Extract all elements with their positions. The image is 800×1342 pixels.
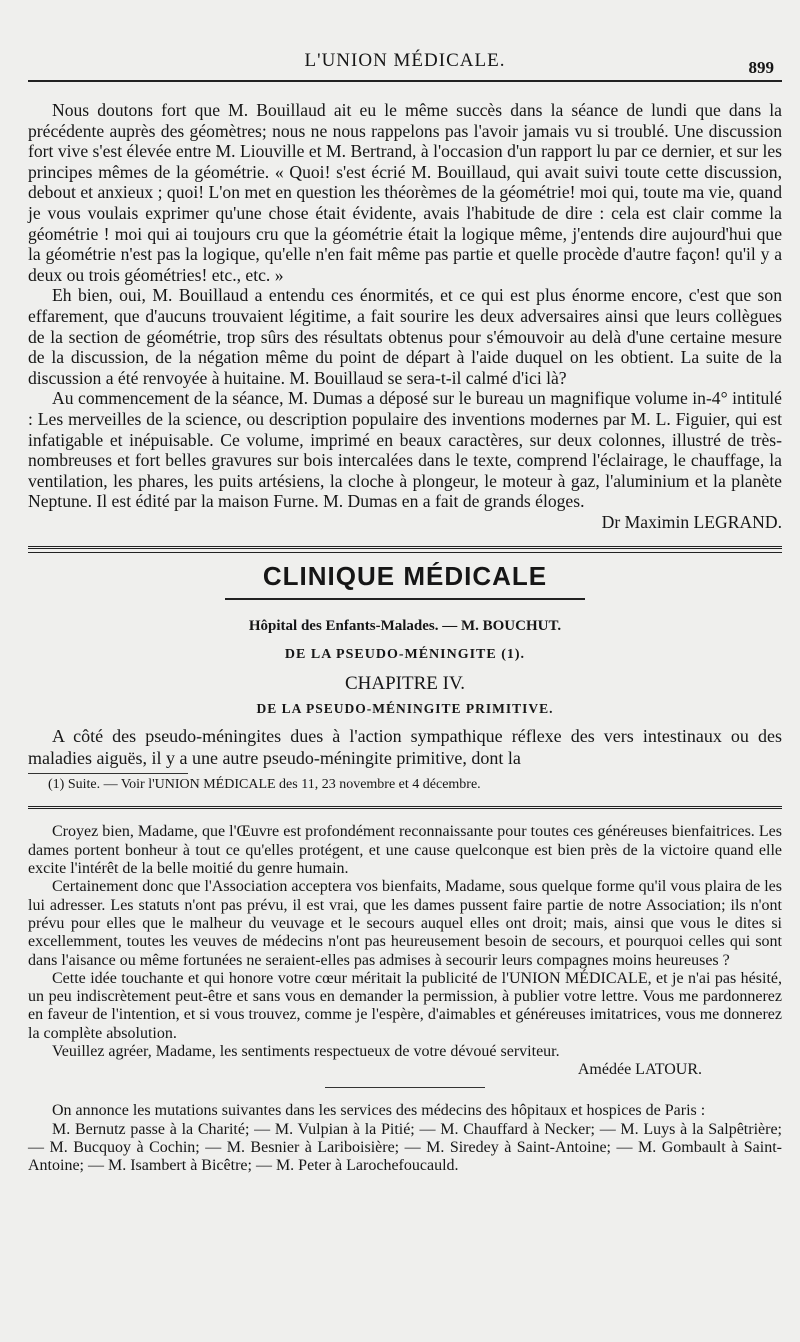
- letter: [28, 823, 782, 1079]
- author-signature: Dr Maximin LEGRAND.: [601, 511, 782, 532]
- section-divider: [28, 546, 782, 553]
- paragraph: Nous doutons fort que M. Bouillaud ait eu le même succès dans la séance de lundi que dans la précédente auprès des géomètres; nous ne nous rappelons pas l'avoir jamais vu si troublé. Une discussion fort vive s'est élevée entre M. Liouville et M. Bertrand, à l'occasion d'un rapport lu par ce dernier, et sur les principes mêmes de la géométrie. « Quoi! s'est écrié M. Bouillaud, qui avait suivi toute cette discussion, debout et anxieux ; quoi! L'on met en question les théorèmes de la géométrie! moi qui, toute ma vie, quand je vous voulais exprimer qu'une chose était évidente, avais l'habitude de dire : cela est clair comme la géométrie ! moi qui ai toujours cru que la géométrie était la logique même, j'entends dire aujourd'hui que la géométrie n'est pas la logique, qu'elle n'en fait même pas partie et quelle procède d'autre façon! qu'il y a deux ou trois géométries! etc., etc. »: [28, 100, 782, 285]
- paragraph: Eh bien, oui, M. Bouillaud a entendu ces énormités, et ce qui est plus énorme encore, c'est que son effarement, que d'aucuns trouvaient légitime, a fait sourire les deux adversaires ainsi que leurs collègues de la section de géométrie, trop sûrs des résultats obtenus pour s'émouvoir au delà d'une certaine mesure de la discussion, de la négation même du point de départ à l'aide duquel on les obtient. La suite de la discussion a été renvoyée à huitaine. M. Bouillaud se sera-t-il calmé d'ici là?: [28, 285, 782, 388]
- signature-line: [28, 512, 782, 533]
- hospital-heading: Hôpital des Enfants-Malades. — M. BOUCHUT.: [248, 618, 562, 635]
- paragraph: A côté des pseudo-méningites dues à l'action sympathique réflexe des vers intestinaux ou des maladies aiguës, il y a une autre pseudo-méningite primitive, dont la: [28, 726, 782, 769]
- chapter-heading: CHAPITRE IV.: [345, 673, 465, 695]
- article-subtitle: DE LA PSEUDO-MÉNINGITE (1).: [284, 647, 526, 663]
- title-underline: [225, 598, 585, 600]
- footnote-rule: [28, 773, 188, 774]
- paragraph: Certainement donc que l'Association acceptera vos bienfaits, Madame, sous quelque forme qu'il vous plaira de les lui adresser. Les statuts n'ont pas prévu, il est vrai, que les dames pussent faire partie de notre Association; ils n'ont prévu pour elles que le malheur du veuvage et le secours auquel elles ont droit; mais, ainsi que vous le dites si excellemment, toutes les veuves de médecins n'ont pas heureusement besoin de secours, et pourquoi celles qui sont dans l'aisance ou même fortunées ne seraient-elles pas admises à secourir leurs compagnes moins heureuses ?: [28, 878, 782, 969]
- paragraph: Veuillez agréer, Madame, les sentiments respectueux de votre dévoué serviteur.: [52, 1043, 560, 1061]
- paragraph: Croyez bien, Madame, que l'Œuvre est profondément reconnaissante pour toutes ces généreuses bienfaitrices. Les dames portent bonheur à tout ce qu'elles protégent, et une cause quelconque est bien près de la victoire quand elle excite l'intérêt de la belle moitié du genre humain.: [28, 823, 782, 878]
- page-number: 899: [748, 58, 774, 77]
- section-title: CLINIQUE MÉDICALE: [262, 561, 548, 592]
- page-header: [28, 0, 782, 82]
- letter-signature: Amédée LATOUR.: [577, 1061, 702, 1079]
- academy-report: [28, 100, 782, 532]
- mutations-notice: [28, 1102, 782, 1175]
- footnote: (1) Suite. — Voir l'UNION MÉDICALE des 11, 23 novembre et 4 décembre.: [48, 777, 481, 793]
- paragraph: M. Bernutz passe à la Charité; — M. Vulpian à la Pitié; — M. Chauffard à Necker; — M. Luys à la Salpêtrière; — M. Bucquoy à Cochin; — M. Besnier à Lariboisière; — M. Siredey à Saint-Antoine; — M. Gombault à Saint-Antoine; — M. Isambert à Bicêtre; — M. Peter à Larochefoucauld.: [28, 1120, 782, 1175]
- paragraph: Cette idée touchante et qui honore votre cœur méritait la publicité de l'UNION MÉDICALE, et je n'ai pas hésité, un peu indiscrètement peut-être et sans vous en demander la permission, à publier votre lettre. Vous me pardonnerez en faveur de l'intention, et si vous trouvez, comme je l'espère, d'aimables et généreuses imitatrices, vous me donnerez la complète absolution.: [28, 969, 782, 1042]
- running-title: L'UNION MÉDICALE.: [304, 50, 506, 71]
- paragraph: Au commencement de la séance, M. Dumas a déposé sur le bureau un magnifique volume in-4° intitulé : Les merveilles de la science, ou description populaire des inventions modernes par M. L. Figuier, qui est infatigable et inépuisable. Ce volume, imprimé en beaux caractères, sur deux colonnes, illustré de très-nombreuses et fort belles gravures sur bois intercalées dans le texte, comprend l'éclairage, le chauffage, la ventilation, les phares, les puits artésiens, la cloche à plongeur, le moteur à gaz, l'aluminium et la planète Neptune. Il est édité par la maison Furne. M. Dumas en a fait de grands éloges.: [28, 388, 782, 512]
- feuilleton-divider: [28, 806, 782, 809]
- chapter-subtitle: DE LA PSEUDO-MÉNINGITE PRIMITIVE.: [256, 701, 554, 717]
- paragraph: On annonce les mutations suivantes dans les services des médecins des hôpitaux et hospices de Paris :: [52, 1102, 706, 1120]
- short-divider: [325, 1087, 485, 1088]
- clinic-text: [28, 725, 782, 769]
